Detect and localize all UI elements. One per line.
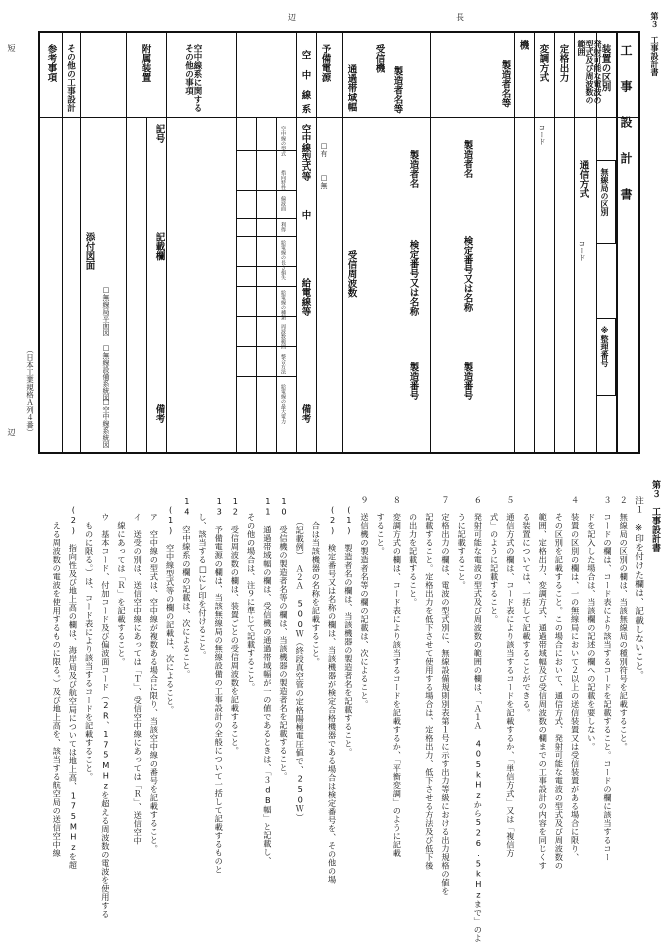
note-line: ８ 変調方式の欄は、コード表により該当するコードを記載するか、「平衡変調」のように記載: [392, 496, 403, 858]
note-line: ７ 定格出力の欄は、電波の型式別に、無線設備規則別表第１号に示す出力等級における出力規格の値を: [441, 496, 451, 896]
antenna-col-9: 給電線の最大電力: [280, 384, 286, 424]
antenna-col-4: 給電線の長さ: [280, 240, 286, 270]
drawing-antenna-diagram-checkbox[interactable]: □空中線系統図: [102, 398, 110, 448]
label-serial-no-2: 製造番号: [407, 362, 419, 400]
label-antenna-type: 空中線型式等: [299, 124, 311, 181]
antenna-col-3: 利得: [280, 222, 286, 232]
note-line: ものに限る。）は、コード表により該当するコードを記載すること。: [84, 496, 95, 781]
note-line: 式」のように記載すること。: [489, 496, 500, 624]
label-antenna-mid: 中: [299, 210, 311, 220]
label-maker-name-2: 製造者名: [407, 150, 419, 188]
note-line: 線にあっては「Ｒ」を記載すること。: [117, 496, 127, 666]
note-line: (1) 空中線型式等の欄の記載は、次によること。: [165, 496, 176, 714]
backup-yes-checkbox[interactable]: □有: [320, 142, 328, 157]
antenna-col-7: 周波数範囲: [280, 324, 286, 349]
label-maker-2: 製造者名等: [391, 66, 403, 114]
note-line: イ 送受の別は、送信空中線にあっては「Ｔ」、受信空中線にあっては「Ｒ」、送信空中: [133, 496, 144, 845]
label-remarks-2: 備考: [153, 404, 165, 423]
note-line: ４ 装置の区別の欄は、一の無線局において２以上の送信装置又は受信装置がある場合に限り、: [570, 496, 581, 862]
note-line: 範囲、定格出力、変調方式、通過帯域幅及び受信周波数の欄までの工事設計の内容を同じくす: [538, 496, 549, 870]
note-line: ３ コードの欄は、コード表により該当するコードを記載すること。コードの欄に該当するコー: [603, 496, 613, 862]
label-cert-no-2: 検定番号又は名称: [407, 240, 419, 316]
edge-label-bottom: 辺: [7, 428, 16, 436]
note-line: うに記載すること。: [457, 496, 468, 590]
label-antenna-3: 線: [299, 90, 311, 100]
jis-standard-note: （日本工業規格Ａ列４番）: [25, 346, 35, 436]
backup-no-checkbox[interactable]: □無: [320, 174, 328, 189]
reference-number-label: ※整理番号: [600, 326, 609, 367]
note-line: （記載例） Ａ２Ａ 500Ｗ（終段真空管の定格陽極電圧値で、250Ｗ）: [295, 496, 306, 822]
antenna-col-2: 偏波面: [280, 196, 286, 211]
antenna-col-1: 指向特性: [280, 170, 286, 190]
label-maker-name-1: 製造者名: [461, 140, 473, 178]
station-class-box-label: 無線局の区別: [600, 168, 609, 216]
note-line: ９ 送信機の製造者名等の欄の記載は、次によること。: [360, 496, 370, 709]
label-reference: 参考事項: [45, 44, 57, 82]
form-number: 第３ 工事設計書: [650, 12, 659, 76]
note-line: し、該当する□にレ印を付けること。: [198, 496, 208, 660]
note-line: える周波数の電波を使用するものに限る。）及び地上高を、該当する航空局の送信空中線: [52, 496, 63, 858]
note-line: ア 空中線の型式は、空中線が複数ある場合に限り、当該空中線の番号を記載すること。: [149, 496, 160, 853]
label-entry-field: 記載欄: [153, 232, 165, 261]
label-passband: 通過帯域幅: [345, 64, 357, 112]
note-line: ５ 通信方式の欄は、コード表により該当するコードを記載するか、「単信方式」又は「複信方: [505, 496, 516, 858]
label-receiver: 受信機: [373, 44, 385, 73]
antenna-col-6: 給電線の種類: [280, 290, 286, 320]
label-serial-no-1: 製造番号: [461, 362, 473, 400]
note-line: 14 空中線系の欄の記載は、次によること。: [181, 496, 192, 679]
label-device-class: 装置の区別: [599, 44, 611, 92]
form-title: 工 事 設 計 書: [619, 44, 633, 206]
label-maker-1: 製造者名等: [499, 60, 511, 108]
edge-label-long: 長: [456, 13, 464, 22]
note-line: その他の場合は、注９に準じて記載すること。: [246, 496, 257, 692]
label-antenna-4: 系: [299, 104, 311, 114]
label-code-1: コード: [578, 240, 586, 261]
note-line: 12 受信周波数の欄は、装置ごとの受信周波数を記載すること。: [230, 496, 241, 755]
label-rx-frequency: 受信周波数: [345, 250, 357, 298]
drawing-station-plan-checkbox[interactable]: □無線局平面図: [102, 286, 110, 336]
label-comm-method: 通信方式: [577, 160, 589, 198]
note-line: 11 通過帯域幅の欄は、受信機の通過帯域幅が一の値であるときは、「３dB幅」と記載し、: [262, 496, 273, 865]
label-cert-no-1: 検定番号又は名称: [461, 236, 473, 312]
label-sender-section: 機: [517, 40, 529, 50]
note-line: 合は当該機器の名称を記載すること。: [311, 496, 322, 666]
note-line: (2) 指向性及び地上高の欄は、海岸局及び航空局については地上高、175MHzを超: [68, 496, 79, 870]
note-line: 記載すること。定格出力を低下させて使用する場合は、定格出力、低下させる方法及び低下後: [424, 496, 435, 870]
label-antenna-1: 空: [299, 50, 311, 60]
label-rated-output: 定格出力: [557, 44, 569, 82]
label-code-2: コード: [538, 124, 546, 145]
antenna-col-0: 空中線の型式: [280, 126, 286, 156]
label-other-design: その他の工事設計: [65, 44, 76, 112]
notes-heading: 第３ 工事設計書: [650, 480, 660, 552]
note-line: ウ 基本コード、付加コード及び偏波面コード（2R、175MHzを超える周波数の電波を使用する: [100, 496, 111, 919]
antenna-col-8: 整合方法: [280, 354, 286, 374]
label-emission-range: 発射可能な電波の型式及び周波数の範囲: [577, 40, 602, 104]
label-feeder: 給電線等: [299, 278, 311, 316]
label-antenna-2: 中: [299, 70, 311, 80]
drawing-system-diagram-checkbox[interactable]: □無線設備系統図: [102, 344, 110, 401]
note-line: ６ 発射可能な電波の型式及び周波数の範囲の欄は、「Ａ１Ａ 405kHzから526.5kHzまで」のよ: [473, 496, 484, 942]
label-remarks-1: 備考: [299, 404, 311, 423]
label-accessory: 附属装置: [139, 44, 151, 82]
antenna-col-5: 損失: [280, 270, 286, 280]
note-line: る装置については、一括して記載することができる。: [522, 496, 532, 717]
note-line: その区別を記載すること。この場合において、通信方式、発射可能な電波の型式及び周波数の: [554, 496, 565, 870]
note-line: (1) 製造者名の欄は、当該機器の製造者名を記載すること。: [343, 496, 354, 757]
note-line: ドを記入した場合は、当該欄の記述の欄への記載を要しない。: [586, 496, 597, 751]
label-attached-drawings: 添付図面: [83, 232, 95, 270]
label-modulation: 変調方式: [537, 44, 549, 82]
note-line: すること。: [376, 496, 387, 556]
note-line: の出力を記載すること。: [408, 496, 419, 607]
label-antenna-other: 空中線系に関するその他の事項: [183, 44, 202, 112]
note-line: (2) 検定番号又は名称の欄は、当該機器が検定合格機器である場合は検定番号を、その他の場: [327, 496, 338, 884]
edge-label-short: 短: [7, 44, 16, 52]
note-line: 13 予備電源の欄は、当該無線局の無線設備の工事設計の全般について一括して記載するものと: [214, 496, 225, 874]
notes-chuu: 注１ ※印を付けた欄は、記載しないこと。: [633, 496, 644, 680]
note-line: 10 受信機の製造者名等の欄は、当該機器の製造者名を記載すること。: [279, 496, 289, 781]
label-symbol: 記号: [153, 124, 165, 143]
note-line: ２ 無線局の区別の欄は、当該無線局の種別符号を記載すること。: [619, 496, 630, 751]
edge-label-right: 辺: [288, 13, 296, 22]
label-backup-power: 予備電源: [319, 44, 331, 82]
